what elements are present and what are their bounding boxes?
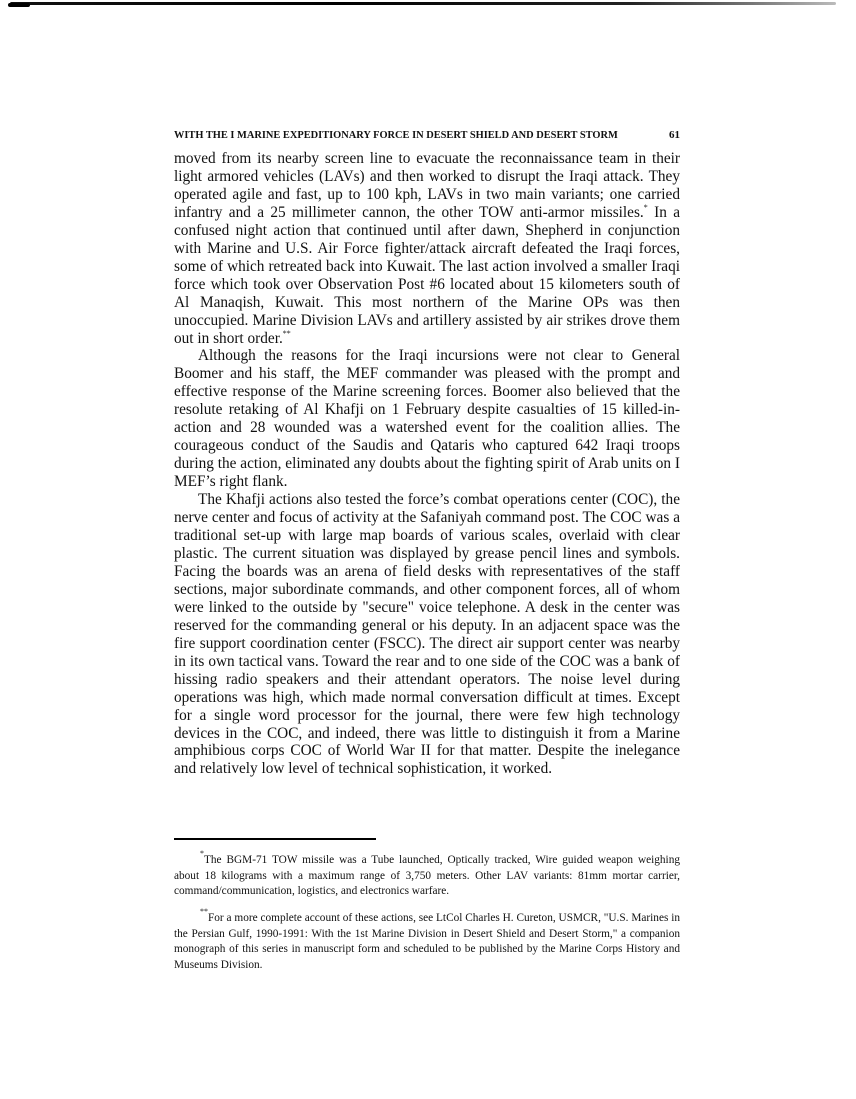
footnote-2-text: For a more complete account of these actions, see LtCol Charles H. Cureton, USMCR, "U.S. Marines in the Persian Gulf, 1990-1991: With the 1st Marine Division in Desert Shield and Desert Storm," a companion monograph of this series in manuscript form and scheduled to be published by the Marine Corps History and Museums Division. (174, 912, 680, 971)
page-number: 61 (669, 129, 680, 141)
body-text (174, 150, 680, 778)
footnote-2 (174, 907, 680, 973)
footnote-1-marker: * (200, 849, 204, 858)
paragraph-1-text-a: moved from its nearby screen line to evacuate the reconnaissance team in their light armored vehicles (LAVs) and then worked to disrupt the Iraqi attack. They operated agile and fast, up to 100 kph, LAVs in two main variants; one carried infantry and a 25 millimeter cannon, the other TOW anti-armor missiles. (174, 150, 680, 221)
paragraph-1-text-b: In a confused night action that continued until after dawn, Shepherd in conjunction with Marine and U.S. Air Force fighter/attack aircraft defeated the Iraqi forces, some of which retreated back into Kuwait. The last action involved a smaller Iraqi force which took over Observation Post #6 located about 15 kilometers south of Al Manaqish, Kuwait. This most northern of the Marine OPs was then unoccupied. Marine Division LAVs and artillery assisted by air strikes drove them out in short order. (174, 203, 680, 347)
scan-edge-artifact-mark (8, 3, 30, 7)
paragraph-2: Although the reasons for the Iraqi incursions were not clear to General Boomer and his staff, the MEF commander was pleased with the prompt and effective response of the Marine screening forces. Boomer also believed that the resolute retaking of Al Khafji on 1 February despite casualties of 15 killed-in-action and 28 wounded was a watershed event for the coalition allies. The courageous conduct of the Saudis and Qataris who captured 642 Iraqi troops during the action, eliminated any doubts about the fighting spirit of Arab units on I MEF’s right flank. (174, 347, 680, 491)
footnote-2-marker: ** (200, 907, 208, 916)
footnote-1 (174, 849, 680, 900)
footnote-1-text: The BGM-71 TOW missile was a Tube launched, Optically tracked, Wire guided weapon weighing about 18 kilograms with a maximum range of 3,750 meters. Other LAV variants: 81mm mortar carrier, command/communication, logistics, and electronics warfare. (174, 854, 680, 898)
running-head (174, 129, 680, 141)
paragraph-3: The Khafji actions also tested the force’s combat operations center (COC), the nerve center and focus of activity at the Safaniyah command post. The COC was a traditional set-up with large map boards of various scales, overlaid with clear plastic. The current situation was displayed by grease pencil lines and symbols. Facing the boards was an arena of field desks with representatives of the staff sections, major subordinate commands, and other component forces, all of whom were linked to the outside by "secure" voice telephone. A desk in the center was reserved for the commanding general or his deputy. In an adjacent space was the fire support coordination center (FSCC). The direct air support center was nearby in its own tactical vans. Toward the rear and to one side of the COC was a bank of hissing radio speakers and their attendant operators. The noise level during operations was high, which made normal conversation difficult at times. Except for a single word processor for the journal, there were few high technology devices in the COC, and indeed, there was little to distinguish it from a Marine amphibious corps COC of World War II for that matter. Despite the inelegance and relatively low level of technical sophistication, it worked. (174, 491, 680, 778)
paragraph-1 (174, 150, 680, 347)
footnote-ref-2: ** (282, 328, 291, 338)
footnote-divider (174, 838, 376, 840)
scan-edge-artifact (10, 2, 836, 5)
running-head-title: WITH THE I MARINE EXPEDITIONARY FORCE IN DESERT SHIELD AND DESERT STORM (174, 130, 618, 141)
footnote-ref-1: * (643, 202, 648, 212)
